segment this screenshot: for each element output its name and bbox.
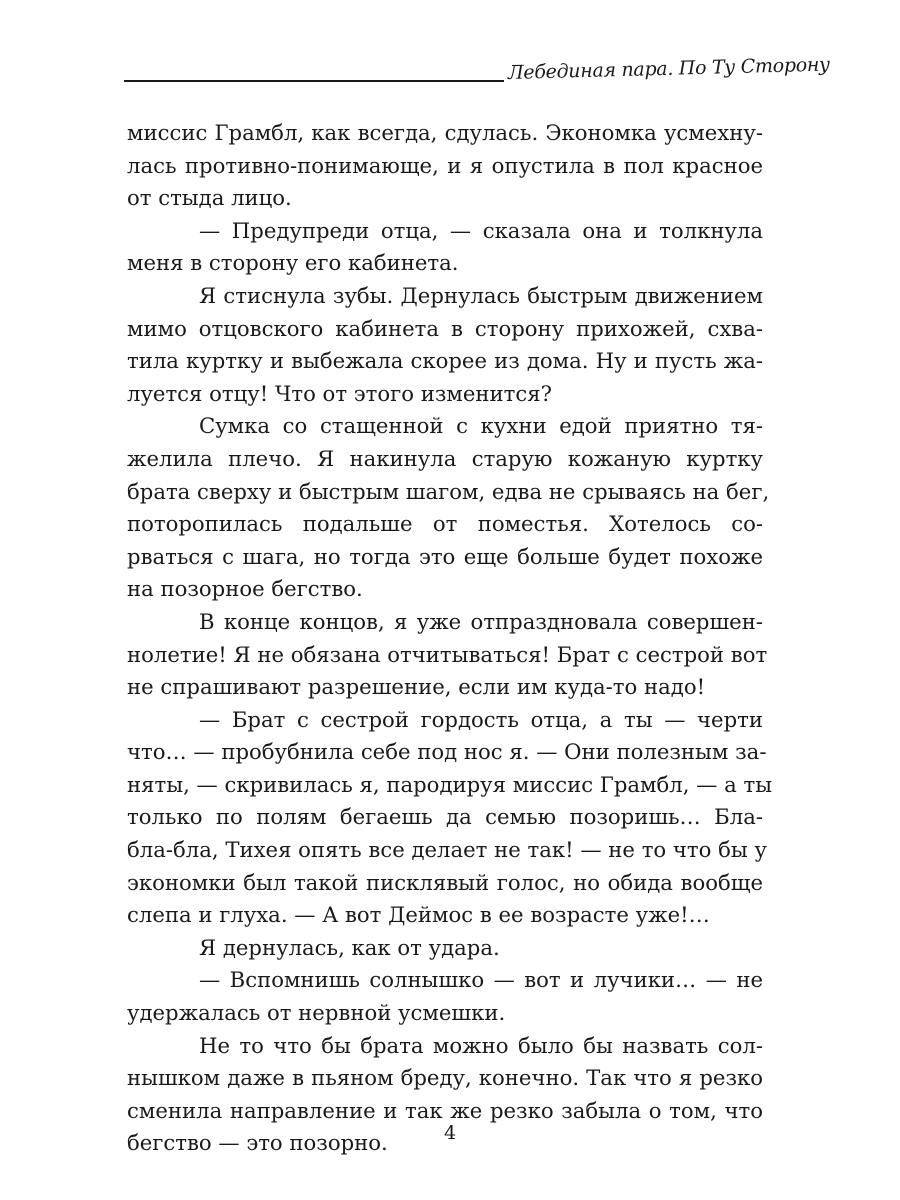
text-line: удержалась от нервной усмешки.: [127, 1000, 506, 1026]
text-line: тила куртку и выбежала скорее из дома. Ну и пусть жа-: [127, 348, 763, 374]
page-number: 4: [443, 1122, 457, 1144]
text-line: бегство — это позорно.: [127, 1130, 388, 1156]
text-line: рваться с шага, но тогда это еще больше будет похоже: [127, 543, 763, 569]
text-line: лась противно-понимающе, и я опустила в пол красное: [127, 152, 763, 178]
text-line: от стыда лицо.: [127, 185, 292, 211]
text-line: Я дернулась, как от удара.: [199, 934, 500, 960]
text-line: мимо отцовского кабинета в сторону прихожей, схва-: [127, 315, 763, 341]
text-line: бла-бла, Тихея опять все делает не так! — не то что бы у: [127, 837, 767, 863]
text-line: — Предупреди отца, — сказала она и толкнула: [199, 217, 763, 243]
text-line: Сумка со стащенной с кухни едой приятно тя-: [199, 413, 763, 439]
text-line: что… — пробубнила себе под нос я. — Они полезным за-: [127, 739, 767, 765]
text-line: на позорное бегство.: [127, 576, 363, 602]
text-line: поторопилась подальше от поместья. Хотелось со-: [127, 511, 763, 537]
header-rule: [124, 80, 504, 82]
text-line: только по полям бегаешь да семью позоришь… Бла-: [127, 804, 763, 830]
text-line: сменила направление и так же резко забыла о том, что: [127, 1097, 763, 1123]
text-line: няты, — скривилась я, пародируя миссис Грамбл, — а ты: [127, 771, 773, 797]
running-header-title: Лебединая пара. По Ту Сторону: [507, 53, 831, 84]
text-line: желила плечо. Я накинула старую кожаную куртку: [127, 445, 763, 471]
text-line: брата сверху и быстрым шагом, едва не срываясь на бег,: [127, 478, 770, 504]
text-line: слепа и глуха. — А вот Деймос в ее возрасте уже!…: [127, 902, 710, 928]
text-line: — Брат с сестрой гордость отца, а ты — черти: [199, 706, 763, 732]
text-line: Не то что бы брата можно было бы назвать сол-: [199, 1032, 763, 1058]
text-line: нышком даже в пьяном бреду, конечно. Так что я резко: [127, 1065, 763, 1091]
text-line: экономки был такой писклявый голос, но обида вообще: [127, 869, 763, 895]
text-line: миссис Грамбл, как всегда, сдулась. Экономка усмехну-: [127, 120, 763, 145]
text-line: нолетие! Я не обязана отчитываться! Брат с сестрой вот: [127, 641, 768, 667]
text-line: — Вспомнишь солнышко — вот и лучики… — не: [199, 967, 763, 993]
text-line: меня в сторону его кабинета.: [127, 250, 459, 276]
text-line: луется отцу! Что от этого изменится?: [127, 380, 552, 406]
text-line: Я стиснула зубы. Дернулась быстрым движением: [199, 282, 763, 308]
text-line: В конце концов, я уже отпраздновала совершен-: [199, 608, 763, 634]
body-text: [127, 117, 773, 1160]
text-line: не спрашивают разрешение, если им куда-то надо!: [127, 674, 706, 700]
